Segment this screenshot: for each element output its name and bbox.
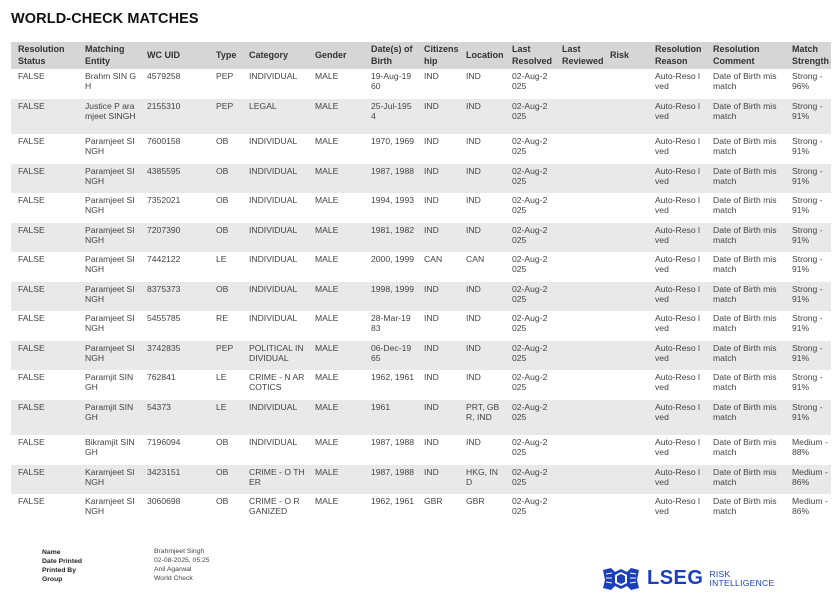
resolution-comment-cell: Date of Birth mismatch	[706, 400, 785, 436]
resolution-status-cell: FALSE	[18, 496, 45, 506]
risk-cell	[603, 69, 648, 99]
type-cell: OB	[216, 496, 229, 506]
lseg-wordmark: LSEG	[647, 567, 704, 589]
resolution-reason-cell: Auto-Reso lved	[648, 223, 706, 253]
wc-uid-cell: 7207390	[140, 223, 209, 253]
column-header: Location	[459, 42, 505, 69]
crest-icon	[601, 566, 641, 592]
risk-cell	[603, 370, 648, 400]
last-reviewed-cell	[555, 69, 603, 99]
matching-entity-cell: Paramjeet SINGH	[85, 313, 135, 334]
last-reviewed-cell	[555, 99, 603, 135]
resolution-status-cell: FALSE	[11, 223, 78, 253]
wc-uid-cell: 4385595	[140, 164, 209, 194]
wc-uid-cell: 54373	[140, 400, 209, 436]
match-strength-cell: Strong - 96%	[792, 71, 823, 92]
risk-cell	[603, 164, 648, 194]
risk-cell	[603, 99, 648, 135]
table-row	[11, 435, 831, 465]
date-printed-label: Date Printed	[42, 558, 83, 565]
date-printed-value: 02-08-2025, 05:25	[154, 557, 210, 564]
column-header: Gender	[308, 42, 364, 69]
matching-entity-cell: Brahm SIN GH	[85, 71, 137, 92]
category-cell: INDIVIDUAL	[242, 164, 308, 194]
match-strength-cell: Strong - 91%	[792, 136, 823, 157]
resolution-comment-cell: Date of Birth mismatch	[713, 136, 777, 157]
risk-cell	[603, 400, 648, 436]
gender-cell: MALE	[315, 195, 339, 205]
category-cell: INDIVIDUAL	[249, 313, 298, 323]
resolution-comment-cell: Date of Birth mismatch	[706, 282, 785, 312]
wc-uid-cell: 2155310	[140, 99, 209, 135]
resolution-status-cell: FALSE	[18, 195, 45, 205]
last-reviewed-cell	[555, 400, 603, 436]
last-resolved-cell: 02-Aug-2025	[512, 437, 548, 458]
risk-cell	[603, 193, 648, 223]
matching-entity-cell: Karamjeet SINGH	[78, 465, 140, 495]
date-of-birth-cell: 19-Aug-1960	[371, 71, 412, 92]
category-cell: INDIVIDUAL	[242, 223, 308, 253]
matching-entity-cell: Paramjit SINGH	[85, 372, 134, 393]
location-cell: IND	[459, 164, 505, 194]
resolution-status-cell: FALSE	[18, 254, 45, 264]
matching-entity-cell: Paramjeet SINGH	[78, 282, 140, 312]
category-cell: INDIVIDUAL	[249, 195, 298, 205]
date-of-birth-cell: 1987, 1988	[364, 164, 417, 194]
location-cell: IND	[466, 136, 481, 146]
lseg-logo	[601, 565, 774, 592]
risk-cell	[603, 465, 648, 495]
resolution-comment-cell: Date of Birth mismatch	[713, 71, 777, 92]
resolution-status-cell: FALSE	[18, 71, 45, 81]
last-reviewed-cell	[555, 164, 603, 194]
matching-entity-cell: Justice P aramjeet SINGH	[78, 99, 140, 135]
resolution-reason-cell: Auto-Reso lved	[648, 282, 706, 312]
location-cell: GBR	[466, 496, 485, 506]
citizenship-cell: IND	[417, 282, 459, 312]
category-cell: CRIME - O THER	[242, 465, 308, 495]
citizenship-cell: IND	[417, 99, 459, 135]
match-strength-cell: Strong - 91%	[785, 341, 831, 371]
match-strength-cell: Strong - 91%	[792, 313, 823, 334]
gender-cell: MALE	[315, 254, 339, 264]
column-header: Resolution Status	[11, 42, 78, 69]
resolution-status-cell: FALSE	[11, 164, 78, 194]
date-of-birth-cell: 28-Mar-1983	[371, 313, 411, 334]
matching-entity-cell: Bikramjit SINGH	[85, 437, 135, 458]
wc-uid-cell: 4579258	[147, 71, 181, 81]
match-strength-cell: Strong - 91%	[785, 400, 831, 436]
column-header: Citizens hip	[417, 42, 459, 69]
resolution-reason-cell: Auto-Reso lved	[655, 437, 700, 458]
type-cell: PEP	[209, 99, 242, 135]
table-row	[11, 465, 831, 495]
category-cell: INDIVIDUAL	[242, 282, 308, 312]
last-reviewed-cell	[555, 134, 603, 164]
date-of-birth-cell: 1998, 1999	[364, 282, 417, 312]
date-of-birth-cell: 1987, 1988	[371, 437, 415, 447]
last-reviewed-cell	[555, 193, 603, 223]
citizenship-cell: IND	[417, 164, 459, 194]
type-cell: OB	[209, 282, 242, 312]
matches-table	[11, 42, 831, 524]
match-strength-cell: Strong - 91%	[785, 99, 831, 135]
table-row	[11, 134, 831, 164]
gender-cell: MALE	[315, 437, 339, 447]
citizenship-cell: IND	[424, 195, 439, 205]
match-strength-cell: Strong - 91%	[792, 372, 823, 393]
wc-uid-cell: 8375373	[140, 282, 209, 312]
match-strength-cell: Medium - 86%	[792, 496, 828, 517]
date-of-birth-cell: 06-Dec-1965	[364, 341, 417, 371]
citizenship-cell: IND	[417, 341, 459, 371]
gender-cell: MALE	[315, 496, 339, 506]
column-header: Resolution Reason	[648, 42, 706, 69]
risk-cell	[603, 341, 648, 371]
last-reviewed-cell	[555, 494, 603, 524]
location-cell: IND	[466, 372, 481, 382]
risk-cell	[603, 223, 648, 253]
table-row	[11, 193, 831, 223]
last-resolved-cell: 02-Aug-2025	[512, 254, 548, 275]
resolution-status-cell: FALSE	[11, 341, 78, 371]
type-cell: LE	[216, 254, 227, 264]
page-title: WORLD-CHECK MATCHES	[11, 11, 199, 27]
table-row	[11, 99, 831, 135]
resolution-comment-cell: Date of Birth mismatch	[706, 164, 785, 194]
last-resolved-cell: 02-Aug-2025	[512, 313, 548, 334]
wc-uid-cell: 5455785	[147, 313, 181, 323]
gender-cell: MALE	[315, 136, 339, 146]
risk-cell	[603, 134, 648, 164]
column-header: Match Strength	[785, 42, 831, 69]
category-cell: INDIVIDUAL	[249, 437, 298, 447]
resolution-comment-cell: Date of Birth mismatch	[706, 341, 785, 371]
type-cell: RE	[216, 313, 228, 323]
resolution-status-cell: FALSE	[18, 437, 45, 447]
location-cell: IND	[459, 99, 505, 135]
table-row	[11, 370, 831, 400]
last-resolved-cell: 02-Aug-2025	[512, 136, 548, 157]
group-value: World Check	[154, 575, 193, 582]
matching-entity-cell: Paramjit SINGH	[78, 400, 140, 436]
wc-uid-cell: 762841	[147, 372, 176, 382]
last-reviewed-cell	[555, 435, 603, 465]
resolution-comment-cell: Date of Birth mismatch	[713, 195, 777, 216]
last-resolved-cell: 02-Aug-2025	[505, 282, 555, 312]
last-resolved-cell: 02-Aug-2025	[505, 99, 555, 135]
date-of-birth-cell: 1962, 1961	[371, 372, 415, 382]
last-reviewed-cell	[555, 341, 603, 371]
resolution-status-cell: FALSE	[11, 465, 78, 495]
matching-entity-cell: Paramjeet SINGH	[78, 164, 140, 194]
citizenship-cell: IND	[424, 372, 439, 382]
table-row	[11, 223, 831, 253]
matching-entity-cell: Paramjeet SINGH	[78, 223, 140, 253]
location-cell: PRT, GBR, IND	[459, 400, 505, 436]
citizenship-cell: IND	[424, 313, 439, 323]
date-of-birth-cell: 2000, 1999	[371, 254, 415, 264]
last-resolved-cell: 02-Aug-2025	[505, 400, 555, 436]
last-resolved-cell: 02-Aug-2025	[512, 71, 548, 92]
column-header: Last Reviewed	[555, 42, 603, 69]
wc-uid-cell: 3423151	[140, 465, 209, 495]
resolution-comment-cell: Date of Birth mismatch	[713, 313, 777, 334]
risk-cell	[603, 311, 648, 341]
risk-cell	[603, 252, 648, 282]
wc-uid-cell: 7600158	[147, 136, 181, 146]
date-of-birth-cell: 1961	[364, 400, 417, 436]
resolution-reason-cell: Auto-Reso lved	[655, 195, 700, 216]
citizenship-cell: CAN	[424, 254, 443, 264]
type-cell: PEP	[216, 71, 234, 81]
column-header: Matching Entity	[78, 42, 140, 69]
location-cell: IND	[466, 437, 481, 447]
column-header: WC UID	[140, 42, 209, 69]
table-header-row	[11, 42, 831, 69]
match-strength-cell: Strong - 91%	[785, 223, 831, 253]
gender-cell: MALE	[308, 223, 364, 253]
last-reviewed-cell	[555, 465, 603, 495]
location-cell: IND	[459, 223, 505, 253]
resolution-reason-cell: Auto-Reso lved	[655, 254, 700, 275]
name-value: Brahmjeet Singh	[154, 548, 205, 555]
resolution-comment-cell: Date of Birth mismatch	[706, 223, 785, 253]
gender-cell: MALE	[308, 400, 364, 436]
resolution-comment-cell: Date of Birth mismatch	[713, 437, 777, 458]
location-cell: IND	[466, 313, 481, 323]
type-cell: LE	[216, 372, 227, 382]
location-cell: IND	[459, 282, 505, 312]
wordmark-line-1: RISK	[709, 568, 731, 579]
type-cell: PEP	[209, 341, 242, 371]
group-label: Group	[42, 576, 63, 583]
table-row	[11, 341, 831, 371]
type-cell: OB	[209, 223, 242, 253]
date-of-birth-cell: 1970, 1969	[371, 136, 415, 146]
date-of-birth-cell: 1981, 1982	[364, 223, 417, 253]
resolution-reason-cell: Auto-Reso lved	[655, 313, 700, 334]
name-label: Name	[42, 549, 61, 556]
match-strength-cell: Strong - 91%	[792, 254, 823, 275]
resolution-reason-cell: Auto-Reso lved	[648, 465, 706, 495]
last-resolved-cell: 02-Aug-2025	[505, 465, 555, 495]
wc-uid-cell: 7352021	[147, 195, 181, 205]
location-cell: IND	[459, 341, 505, 371]
category-cell: POLITICAL INDIVIDUAL	[242, 341, 308, 371]
column-header: Resolution Comment	[706, 42, 785, 69]
citizenship-cell: IND	[417, 223, 459, 253]
citizenship-cell: IND	[417, 465, 459, 495]
citizenship-cell: GBR	[424, 496, 443, 506]
resolution-reason-cell: Auto-Reso lved	[655, 136, 700, 157]
last-reviewed-cell	[555, 252, 603, 282]
gender-cell: MALE	[308, 99, 364, 135]
citizenship-cell: IND	[424, 71, 439, 81]
type-cell: OB	[209, 465, 242, 495]
matching-entity-cell: Paramjeet SINGH	[78, 341, 140, 371]
resolution-comment-cell: Date of Birth mismatch	[713, 372, 777, 393]
risk-intelligence-wordmark	[709, 570, 774, 588]
table-row	[11, 252, 831, 282]
wc-uid-cell: 7196094	[147, 437, 181, 447]
resolution-comment-cell: Date of Birth mismatch	[706, 465, 785, 495]
resolution-status-cell: FALSE	[18, 372, 45, 382]
date-of-birth-cell: 1962, 1961	[371, 496, 415, 506]
category-cell: INDIVIDUAL	[249, 71, 298, 81]
printed-by-label: Printed By	[42, 567, 76, 574]
column-header: Risk	[603, 42, 648, 69]
column-header: Date(s) of Birth	[364, 42, 417, 69]
last-resolved-cell: 02-Aug-2025	[505, 223, 555, 253]
wc-uid-cell: 3060698	[147, 496, 181, 506]
citizenship-cell: IND	[424, 136, 439, 146]
category-cell: CRIME - O RGANIZED	[249, 496, 300, 517]
category-cell: LEGAL	[242, 99, 308, 135]
risk-cell	[603, 435, 648, 465]
type-cell: LE	[209, 400, 242, 436]
type-cell: OB	[216, 136, 229, 146]
resolution-comment-cell: Date of Birth mismatch	[713, 496, 777, 517]
resolution-comment-cell: Date of Birth mismatch	[713, 254, 777, 275]
match-strength-cell: Strong - 91%	[785, 282, 831, 312]
last-reviewed-cell	[555, 282, 603, 312]
gender-cell: MALE	[308, 164, 364, 194]
column-header: Category	[242, 42, 308, 69]
resolution-reason-cell: Auto-Reso lved	[648, 400, 706, 436]
category-cell: CRIME - N ARCOTICS	[249, 372, 305, 393]
last-reviewed-cell	[555, 223, 603, 253]
date-of-birth-cell: 25-Jul-1954	[364, 99, 417, 135]
last-resolved-cell: 02-Aug-2025	[505, 164, 555, 194]
type-cell: OB	[209, 164, 242, 194]
last-resolved-cell: 02-Aug-2025	[512, 195, 548, 216]
location-cell: IND	[466, 195, 481, 205]
category-cell: INDIVIDUAL	[249, 254, 298, 264]
resolution-status-cell: FALSE	[18, 136, 45, 146]
gender-cell: MALE	[308, 341, 364, 371]
resolution-status-cell: FALSE	[18, 313, 45, 323]
gender-cell: MALE	[315, 71, 339, 81]
printed-by-value: Anil Agarwal	[154, 566, 192, 573]
last-resolved-cell: 02-Aug-2025	[505, 341, 555, 371]
match-strength-cell: Strong - 91%	[792, 195, 823, 216]
resolution-reason-cell: Auto-Reso lved	[655, 496, 700, 517]
risk-cell	[603, 494, 648, 524]
table-row	[11, 494, 831, 524]
last-resolved-cell: 02-Aug-2025	[512, 496, 548, 517]
location-cell: HKG, IND	[459, 465, 505, 495]
last-reviewed-cell	[555, 311, 603, 341]
wordmark-line-2: INTELLIGENCE	[709, 577, 775, 588]
gender-cell: MALE	[308, 465, 364, 495]
column-header: Last Resolved	[505, 42, 555, 69]
match-strength-cell: Medium - 86%	[785, 465, 831, 495]
wc-uid-cell: 7442122	[147, 254, 181, 264]
date-of-birth-cell: 1987, 1988	[364, 465, 417, 495]
gender-cell: MALE	[315, 313, 339, 323]
category-cell: INDIVIDUAL	[249, 136, 298, 146]
matching-entity-cell: Karamjeet SINGH	[85, 496, 135, 517]
gender-cell: MALE	[308, 282, 364, 312]
citizenship-cell: IND	[417, 400, 459, 436]
resolution-status-cell: FALSE	[11, 99, 78, 135]
match-strength-cell: Strong - 91%	[785, 164, 831, 194]
location-cell: CAN	[466, 254, 485, 264]
resolution-reason-cell: Auto-Reso lved	[655, 372, 700, 393]
match-strength-cell: Medium - 88%	[792, 437, 828, 458]
resolution-reason-cell: Auto-Reso lved	[648, 341, 706, 371]
resolution-status-cell: FALSE	[11, 400, 78, 436]
last-resolved-cell: 02-Aug-2025	[512, 372, 548, 393]
date-of-birth-cell: 1994, 1993	[371, 195, 415, 205]
resolution-reason-cell: Auto-Reso lved	[655, 71, 700, 92]
table-row	[11, 69, 831, 99]
resolution-comment-cell: Date of Birth mismatch	[706, 99, 785, 135]
matching-entity-cell: Paramjeet SINGH	[85, 136, 135, 157]
type-cell: OB	[216, 195, 229, 205]
citizenship-cell: IND	[424, 437, 439, 447]
table-row	[11, 282, 831, 312]
table-row	[11, 400, 831, 436]
resolution-reason-cell: Auto-Reso lved	[648, 164, 706, 194]
type-cell: OB	[216, 437, 229, 447]
resolution-status-cell: FALSE	[11, 282, 78, 312]
last-reviewed-cell	[555, 370, 603, 400]
matching-entity-cell: Paramjeet SINGH	[85, 254, 135, 275]
risk-cell	[603, 282, 648, 312]
column-header: Type	[209, 42, 242, 69]
location-cell: IND	[466, 71, 481, 81]
table-row	[11, 311, 831, 341]
resolution-reason-cell: Auto-Reso lved	[648, 99, 706, 135]
wc-uid-cell: 3742835	[140, 341, 209, 371]
table-row	[11, 164, 831, 194]
gender-cell: MALE	[315, 372, 339, 382]
matching-entity-cell: Paramjeet SINGH	[85, 195, 135, 216]
category-cell: INDIVIDUAL	[242, 400, 308, 436]
